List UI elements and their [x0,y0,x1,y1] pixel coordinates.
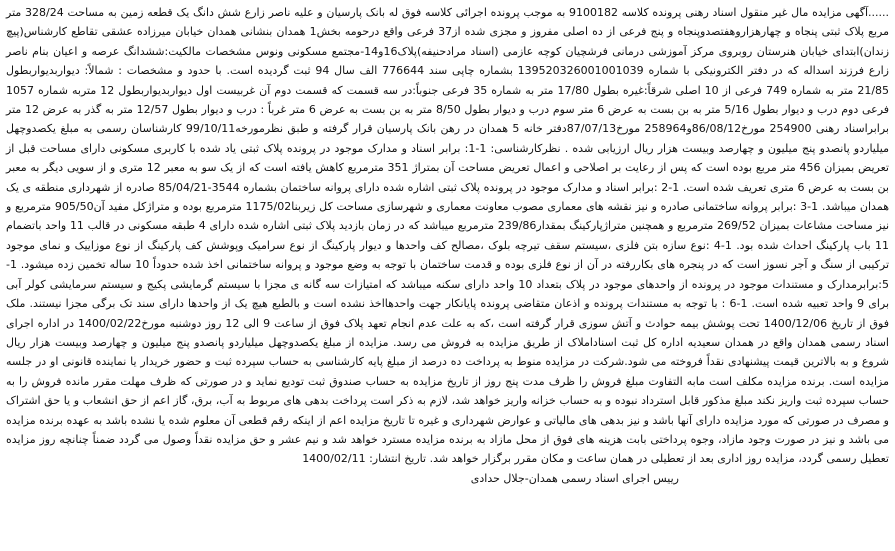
notice-signature: رییس اجرای اسناد رسمی همدان-جلال حدادی [470,471,679,485]
auction-notice-text: ......آگهی مزایده مال غیر منقول اسناد رهنی پرونده کلاسه 9100182 به موجب پرونده اجرائی کلاسه فوق له بانک پارسیان و علیه ناصر زارع شش دانگ یک قطعه زمین به مساحت 328/24 متر مربع پلاک ثبتی پنجاه و چهارهزاروهفتصدوپنجاه و پنج فرعی از ده اصلی مفروز و مجزی شده از37 فرعی واقع درحومه بخش1 همدان بنشانی همدان خیابان میرزاده عشقی تقاطع کارشناس(پیچ زندان)ابتدای خیابان هنرستان روبروی مرکز آموزشی درمانی فرشچیان کوچه عازمی (اسناد مرادحنیفه)پلاک16و14-مجتمع مسکونی ونوس مشخصات مالکیت:ششدانگ عرصه و اعیان بنام ناصر زارع فرزند اسداله که در دفتر الکترونیکی با شماره 13952032600100103‍9 بشماره چاپی سند 776644 الف سال 94 ثبت گردیده است. با حدود و مشخصات : شمالاً: دیواربدیواربطول 21/85 متر به شماره 749 فرعی از 10 اصلی شرقاً:غیره بطول 17/80 متر به شماره 35 فرعی جنوباً:در سه قسمت که قسمت دوم آن غربیست اول دیواربدیواربطول 12 متربه شماره 1057 فرعی دوم درب و دیوار بطول 5/16 متر به بن بست به عرض 6 متر سوم درب و دیوار بطول 8/50 متر به بن بست به عرض 6 متر غرباً : درب و دیوار بطول 12/57 متر به گذر به عرض 12 متر برابراسناد رهنی 254900 مورخ86/08/12و258964 مورخ87/07/13دفتر خانه 5 همدان در رهن بانک پارسیان قرار گرفته و طبق نظرمورخه99/10/11 کارشناسان رسمی به مبلغ یکصدوچهل میلیاردو پانصدو پنج میلیون و چهارصد وبیست هزار ریال ارزیابی شده . نظرکارشناسی: 1-1: برابر اسناد و مدارک موجود در پرونده پلاک ثبتی یاد شده با کاربری مسکونی دارای مساحت قبل از تعریض بمیزان 456 متر مربع بوده است که پس از رعایت بر اصلاحی و اعمال تعریض مساحت آن بمتراژ 351 مترمربع کاهش یافته است که از یک سو به معبر 12 متری و از سویی دیگر به معبر بن بست به عرض 6 متری تعریف شده است. 1-2 :برابر اسناد و مدارک موجود در پرونده پلاک ثبتی اشاره شده دارای پروانه ساختمان بشماره 3544-85/04/21 صادره از شهرداری منطقه ی یک همدان میباشد. 1-3 :برابر پروانه ساختمانی صادره و نیز نقشه های معماری مصوب معاونت معماری و شهرسازی مساحت کل زیربنا1175/02 مترمربع بوده و متراژکل مفید آن905/50 مترمربع و نیز مساحت مشاعات بمیزان 269/52 مترمربع و همچنین متراژپارکینگ بمقدار239/86 مترمربع میباشد که در زمان بازدید پلاک ثبتی اشاره شده دارای 4 طبقه مسکونی در قالب 11 واحد باتضمام 11 باب پارکینگ احداث شده بود. 1-4 :نوع سازه بتن فلزی ،سیستم سقف تیرچه بلوک ،مصالح کف واحدها و دیوار پارکینگ از نوع سرامیک وپوشش کف پارکینگ از نوع موزاییک و نمای موجود ترکیبی از سنگ و آجر نسوز است که در پنجره های بکاررفته در آن از نوع فلزی بوده و قدمت ساختمان با توجه به وضع موجود و پروانه ساختمانی اخذ شده حدوداً 10 ساله تخمین زده میشود. 1-5:برابرمدارک و مستندات موجود در پرونده از واحدهای موجود در پلاک بتعداد 10 واحد دارای سکنه میباشد که امتیازات سه گانه ی مجزا با سیستم گرمایشی پکیج و سیستم سرمایشی کولر آبی برای 9 واحد تعبیه شده است. 1-6 : با توجه به مستندات پرونده و اذعان متقاضی پرونده پایانکار جهت واحدهااخذ نشده است و بالطبع هیچ یک از واحدها دارای سند تک برگی مجزا نیستند. ملک فوق از تاریخ 1400/12/06 تحت پوشش بیمه حوادث و آتش سوزی قرار گرفته است ،که به علت عدم انجام تعهد پلاک فوق از ساعت 9 الی 12 روز دوشنبه مورخ1400/02/22 در اداره اجرای اسناد رسمی همدان واقع در همدان سعیدیه اداره کل ثبت اسناداملاک از طریق مزایده به فروش می رسد. مزایده از مبلغ یکصدوچهل میلیاردو پانصدو پنج میلیون و چهارصد وبیست هزار ریال شروع و به بالاترین قیمت پیشنهادی نقداً فروخته می شود.شرکت در مزایده منوط به پرداخت ده درصد از مبلغ پایه کارشناسی به حساب سپرده ثبت و حضور خریدار یا نماینده قانونی او در جلسه مزایده است. برنده مزایده مکلف است مابه التفاوت مبلغ فروش را ظرف مدت پنج روز از تاریخ مزایده به حساب صندوق ثبت تودیع نماید و در صورتی که ظرف مهلت مقرر مانده فروش را به حساب سپرده ثبت واریز نکند مبلغ مذکور قابل استرداد نبوده و به حساب خزانه واریز خواهد شد، لازم به ذکر است پرداخت بدهی های مربوط به آب، برق، گاز اعم از حق انشعاب و یا حق اشتراک و مصرف در صورتی که مورد مزایده دارای آنها باشد و نیز بدهی های مالیاتی و عوارض شهرداری و غیره تا تاریخ مزایده اعم از اینکه رقم قطعی آن معلوم شده یا نشده باشد به عهده برنده مزایده می باشد و نیز در صورت وجود مازاد، وجوه پرداختی بابت هزینه های فوق از محل مازاد به برنده مزایده مسترد خواهد شد و نیم عشر و حق مزایده نقداً وصول می گردد ضمناً چنانچه روز مزایده تعطیل رسمی گردد، مزایده روز اداری بعد از تعطیلی در همان ساعت و مکان مقرر برگزار خواهد شد. تاریخ انتشار: 1400/02/11 [6,6,890,466]
